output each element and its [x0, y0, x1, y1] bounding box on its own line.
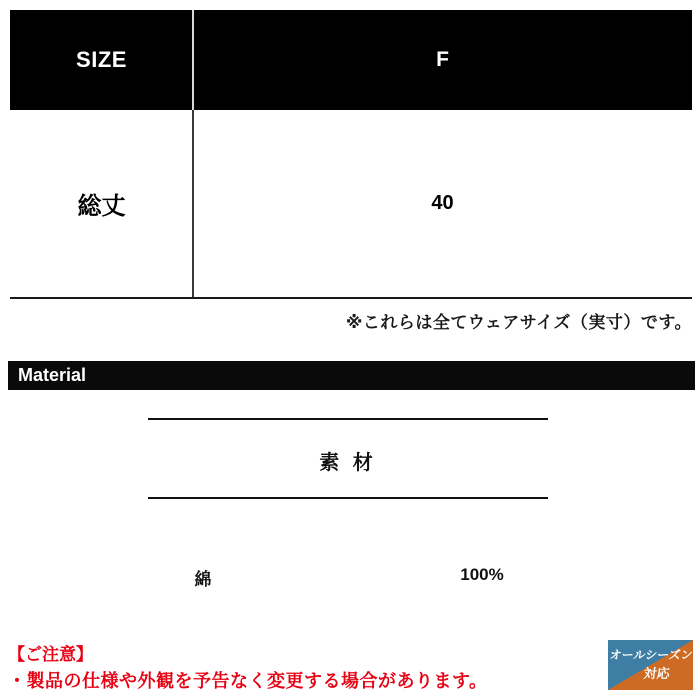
caution-notice-title: 【ご注意】	[8, 645, 93, 664]
all-season-badge-text	[608, 640, 693, 682]
size-table	[10, 10, 692, 299]
measurement-value: 40	[431, 192, 454, 214]
all-season-badge	[608, 640, 693, 690]
size-table-header-row	[10, 10, 692, 110]
material-percentage: 100%	[460, 565, 504, 584]
size-header-value: F	[436, 48, 449, 71]
column-divider-body	[192, 110, 194, 297]
badge-line2: 対応	[642, 666, 671, 681]
material-column-header: 素 材	[319, 452, 377, 474]
material-name: 綿	[194, 570, 212, 589]
material-section-bar: Material	[8, 361, 695, 390]
size-note: ※これらは全てウェアサイズ（実寸）です。	[345, 313, 692, 332]
size-header-label: SIZE	[76, 47, 127, 72]
measurement-label: 総丈	[77, 193, 126, 220]
caution-notice-line: ・製品の仕様や外観を予告なく変更する場合があります。	[8, 671, 488, 691]
material-rule-bottom	[148, 497, 548, 499]
material-rule-top	[148, 418, 548, 420]
badge-line1: オールシーズン	[608, 648, 693, 662]
column-divider-header	[192, 10, 194, 110]
caution-notice	[8, 643, 488, 695]
table-row	[10, 110, 692, 299]
